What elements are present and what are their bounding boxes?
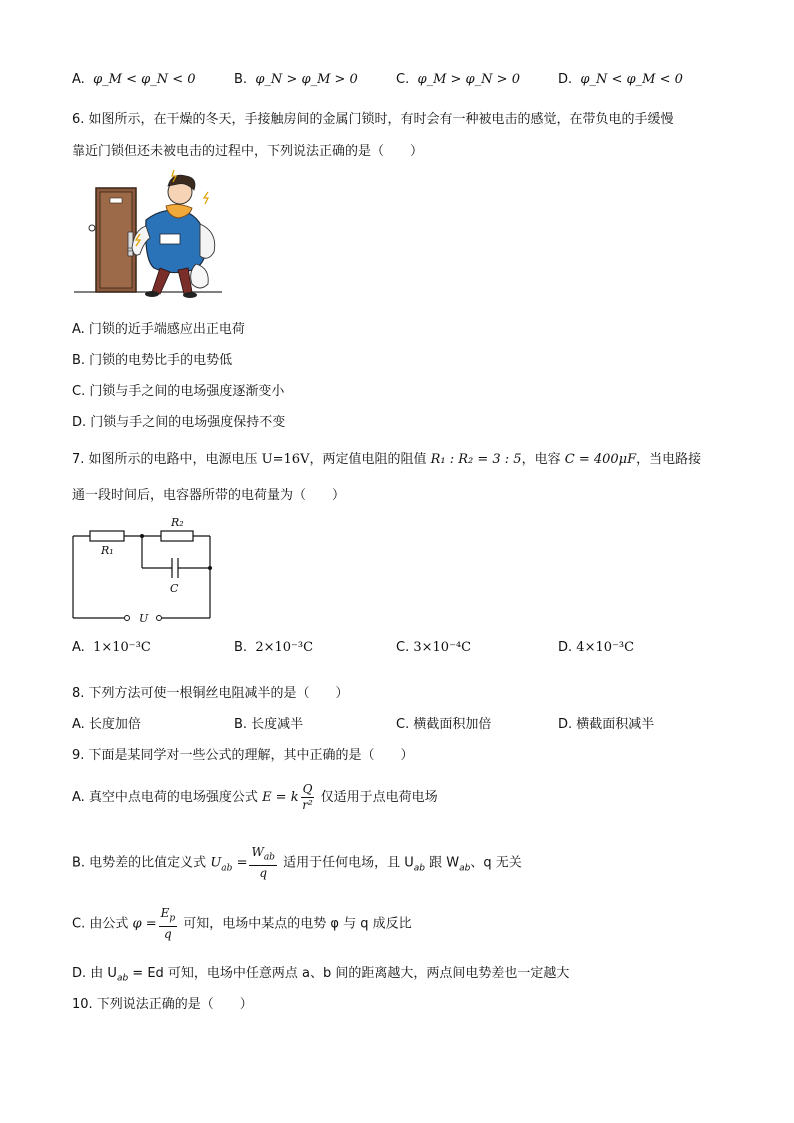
q6-option-b: B. 门锁的电势比手的电势低	[72, 353, 233, 368]
q7-stem-line1: 7. 如图所示的电路中，电源电压 U=16V，两定值电阻的阻值 R₁ : R₂ = 3 : 5，电容 C = 400μF，当电路接	[72, 452, 702, 467]
person	[132, 175, 215, 298]
q8-option-b: B. 长度减半	[234, 717, 304, 732]
q5-option-a: A. φ_M < φ_N < 0	[72, 72, 196, 87]
q6-option-c: C. 门锁与手之间的电场强度逐渐变小	[72, 384, 285, 399]
q7-option-d: D. 4×10⁻³C	[558, 640, 635, 655]
q8-options	[72, 713, 732, 733]
q6-illustration	[74, 168, 234, 306]
q6-option-a: A. 门锁的近手端感应出正电荷	[72, 322, 245, 337]
q7-circuit-diagram	[66, 512, 218, 624]
label-r1: R₁	[101, 544, 114, 557]
q7-options	[72, 640, 732, 660]
q7-option-a: A. 1×10⁻³C	[72, 640, 151, 655]
q7-option-c: C. 3×10⁻⁴C	[396, 640, 472, 655]
q8-option-a: A. 长度加倍	[72, 717, 141, 732]
q8-stem: 8. 下列方法可使一根铜丝电阻减半的是（ ）	[72, 686, 349, 701]
label-u: U	[139, 612, 149, 624]
q9-option-c: C. 由公式 φ = $\frac{E_p}{q}$ 可知，电场中某点的电势 φ 与 q 成反比	[72, 906, 412, 942]
q10-stem: 10. 下列说法正确的是（ ）	[72, 997, 253, 1012]
q6-stem-line1: 6. 如图所示，在干燥的冬天，手接触房间的金属门锁时，有时会有一种被电击的感觉，在带负电的手缓慢	[72, 112, 674, 127]
q5-option-d: D. φ_N < φ_M < 0	[558, 72, 683, 87]
q7-stem-line2: 通一段时间后，电容器所带的电荷量为（ ）	[72, 488, 346, 503]
q7-option-b: B. 2×10⁻³C	[234, 640, 314, 655]
label-c: C	[170, 582, 179, 595]
q6-stem-line2: 靠近门锁但还未被电击的过程中，下列说法正确的是（ ）	[72, 144, 424, 159]
q5-option-b: B. φ_N > φ_M > 0	[234, 72, 358, 87]
q5-option-c: C. φ_M > φ_N > 0	[396, 72, 520, 87]
q9-option-d: D. 由 $U_{ab} = Ed$ 可知，电场中任意两点 a、b 间的距离越大，两点间电势差也一定越大	[72, 966, 570, 984]
label-r2: R₂	[171, 516, 184, 529]
q8-option-d: D. 横截面积减半	[558, 717, 655, 732]
q6-option-d: D. 门锁与手之间的电场强度保持不变	[72, 415, 286, 430]
resistor-r2	[161, 531, 193, 541]
resistor-r1	[90, 531, 124, 541]
q9-option-a: A. 真空中点电荷的电场强度公式 E = k $\frac{Q}{\text{r²}}$ 仅适用于点电荷电场	[72, 782, 438, 812]
q9-option-b: B. 电势差的比值定义式 $U_{ab}$ = $\frac{W_{ab}}{q}$ 适用于任何电场，且 $U_{ab}$ 跟 $W_{ab}$、q 无关	[72, 845, 522, 881]
spark-icon	[204, 192, 208, 204]
q8-option-c: C. 横截面积加倍	[396, 717, 492, 732]
q5-options	[72, 72, 732, 92]
q9-stem: 9. 下面是某同学对一些公式的理解，其中正确的是（ ）	[72, 748, 414, 763]
